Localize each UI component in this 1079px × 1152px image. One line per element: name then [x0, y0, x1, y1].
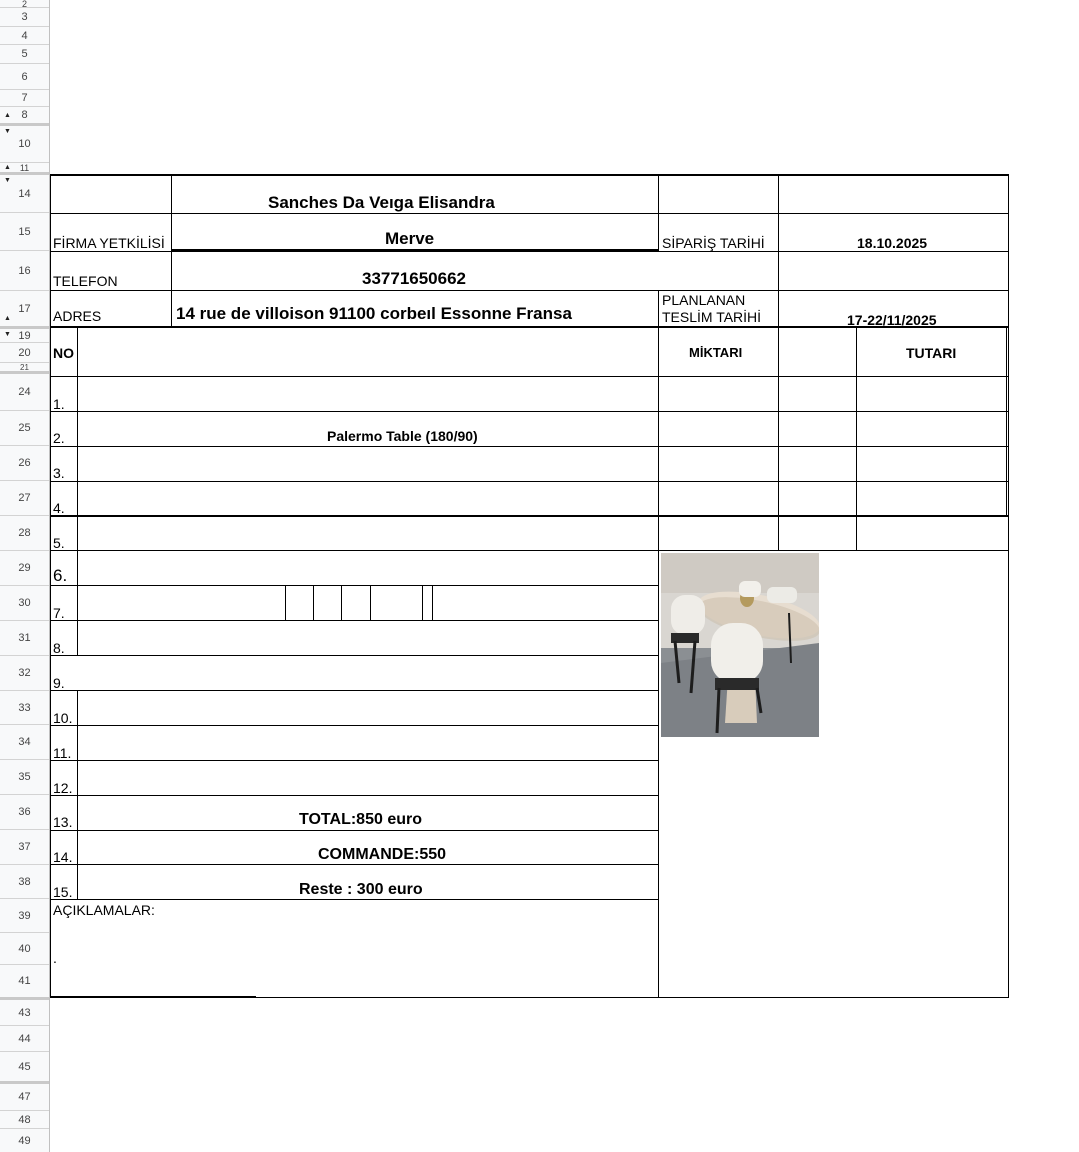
grid-line — [50, 251, 1009, 252]
grid-line — [77, 327, 78, 655]
row-number: 1. — [53, 396, 65, 412]
triangle-up-icon[interactable]: ▲ — [4, 315, 11, 322]
row-header[interactable]: 48 — [0, 1111, 49, 1129]
triangle-down-icon[interactable]: ▼ — [4, 128, 11, 135]
row-header[interactable]: 43 — [0, 1000, 49, 1026]
row-number: 5. — [53, 535, 65, 551]
firm-contact-value[interactable]: Merve — [385, 229, 435, 248]
grid-line — [50, 290, 1009, 291]
column-header-no: NO — [53, 345, 74, 361]
grid-line — [50, 690, 658, 691]
row-header[interactable]: 44 — [0, 1026, 49, 1052]
planned-delivery-value[interactable]: 17-22/11/2025 — [847, 312, 937, 328]
row-header[interactable]: ▲ 17 — [0, 291, 49, 329]
triangle-up-icon[interactable]: ▲ — [4, 164, 11, 171]
address-label: ADRES — [53, 308, 102, 324]
grid-line — [422, 586, 423, 620]
row-header[interactable]: 41 — [0, 965, 49, 1000]
triangle-down-icon[interactable]: ▼ — [4, 177, 11, 184]
row-header[interactable]: 21 — [0, 363, 49, 374]
row-header[interactable]: 36 — [0, 795, 49, 830]
column-header-amount: TUTARI — [906, 345, 957, 361]
grid-line — [50, 620, 658, 621]
row-number: 10. — [53, 710, 73, 726]
row-header[interactable]: 40 — [0, 933, 49, 965]
row-header[interactable]: ▼ 19 — [0, 329, 49, 343]
row-header[interactable]: ▼ 14 — [0, 175, 49, 213]
row-number: 13. — [53, 814, 73, 830]
row-header[interactable]: 16 — [0, 251, 49, 291]
column-header-quantity: MİKTARI — [689, 345, 743, 360]
row-header[interactable]: 30 — [0, 586, 49, 621]
remaining-text[interactable]: Reste : 300 euro — [299, 881, 423, 898]
grid-line — [50, 795, 658, 796]
grid-line — [50, 515, 1008, 517]
row-header[interactable]: 28 — [0, 516, 49, 551]
notes-label: AÇIKLAMALAR: — [53, 902, 155, 918]
row-header[interactable]: 24 — [0, 374, 49, 411]
grid-line — [856, 327, 857, 551]
grid-line — [1006, 327, 1007, 516]
grid-line — [658, 174, 659, 252]
dining-set-image — [661, 553, 819, 737]
item-description[interactable]: Palermo Table (180/90) — [327, 428, 478, 444]
row-number: 7. — [53, 605, 65, 621]
phone-label: TELEFON — [53, 273, 118, 289]
row-header[interactable]: 26 — [0, 446, 49, 481]
row-header[interactable]: 6 — [0, 64, 49, 90]
grid-line — [432, 586, 433, 620]
row-header[interactable]: 25 — [0, 411, 49, 446]
row-header[interactable]: 38 — [0, 865, 49, 899]
row-header[interactable]: 33 — [0, 691, 49, 725]
row-header[interactable]: 37 — [0, 830, 49, 865]
grid-line — [256, 997, 1009, 998]
planned-delivery-label: TESLİM TARİHİ — [662, 309, 762, 325]
grid-line — [50, 411, 1008, 412]
row-number: 4. — [53, 500, 65, 516]
grid-line — [50, 550, 1009, 551]
grid-line — [341, 586, 342, 620]
row-header[interactable]: 49 — [18, 1134, 31, 1147]
row-number: 3. — [53, 465, 65, 481]
row-number: 15. — [53, 884, 73, 900]
grid-line — [77, 690, 78, 900]
address-value[interactable]: 14 rue de villoison 91100 corbeıl Essonne Fransa — [176, 304, 572, 323]
phone-value[interactable]: 33771650662 — [362, 269, 467, 288]
row-header[interactable]: ▼ 10 — [0, 126, 49, 163]
grid-line — [1008, 174, 1009, 998]
row-number: 2. — [53, 430, 65, 446]
row-number: 9. — [53, 675, 65, 691]
grid-line — [658, 290, 659, 998]
grid-line — [50, 655, 658, 656]
row-header[interactable]: ▲ 8 — [0, 107, 49, 126]
triangle-down-icon[interactable]: ▼ — [4, 331, 11, 338]
row-header[interactable]: 35 — [0, 760, 49, 795]
deposit-text[interactable]: COMMANDE:550 — [318, 846, 447, 863]
grid-line — [50, 585, 658, 586]
row-header[interactable]: 27 — [0, 481, 49, 516]
grid-line — [50, 899, 658, 900]
row-header[interactable]: 47 — [0, 1084, 49, 1111]
row-number: 14. — [53, 849, 73, 865]
row-number: 6. — [53, 566, 68, 585]
row-header[interactable]: ▲ 11 — [0, 163, 49, 175]
row-header[interactable]: 45 — [0, 1052, 49, 1084]
grid-line — [50, 760, 658, 761]
grid-line — [50, 996, 256, 998]
grid-line — [778, 174, 779, 516]
notes-text[interactable]: . — [53, 950, 57, 966]
order-date-value[interactable]: 18.10.2025 — [857, 235, 928, 251]
grid-line — [50, 174, 1009, 176]
grid-line — [313, 586, 314, 620]
firm-contact-label: FİRMA YETKİLİSİ — [53, 235, 165, 251]
grid-line — [50, 213, 1009, 214]
triangle-up-icon[interactable]: ▲ — [4, 111, 11, 119]
grid-line — [50, 376, 1008, 377]
grid-line — [50, 481, 1008, 482]
row-header[interactable]: 2 — [0, 0, 49, 8]
planned-delivery-label: PLANLANAN — [662, 292, 746, 308]
grid-line — [50, 174, 51, 998]
grid-line — [50, 446, 1008, 447]
grid-line — [50, 864, 658, 865]
product-photo[interactable] — [661, 553, 819, 737]
grid-line — [778, 516, 779, 551]
grid-line — [50, 830, 658, 831]
grid-line — [171, 174, 172, 327]
row-header[interactable]: 32 — [0, 656, 49, 691]
row-number: 11. — [53, 745, 72, 761]
row-header[interactable]: 39 — [0, 899, 49, 933]
row-header[interactable]: 29 — [0, 551, 49, 586]
row-header[interactable]: 31 — [0, 621, 49, 656]
row-header[interactable]: 4 — [0, 27, 49, 45]
row-header[interactable]: 7 — [0, 90, 49, 107]
order-date-label: SİPARİŞ TARİHİ — [662, 235, 765, 251]
row-header-gutter — [0, 0, 50, 1152]
row-header[interactable]: 34 — [0, 725, 49, 760]
customer-name[interactable]: Sanches Da Veıga Elisandra — [268, 193, 495, 212]
grid-line — [285, 586, 286, 620]
row-header[interactable]: 15 — [0, 213, 49, 251]
grid-line — [370, 586, 371, 620]
row-number: 12. — [53, 780, 73, 796]
row-header[interactable]: 20 — [0, 343, 49, 363]
total-text[interactable]: TOTAL:850 euro — [299, 811, 422, 828]
row-header[interactable]: 5 — [0, 45, 49, 64]
row-number: 8. — [53, 640, 65, 656]
grid-line — [50, 725, 658, 726]
row-header[interactable]: 3 — [0, 8, 49, 27]
